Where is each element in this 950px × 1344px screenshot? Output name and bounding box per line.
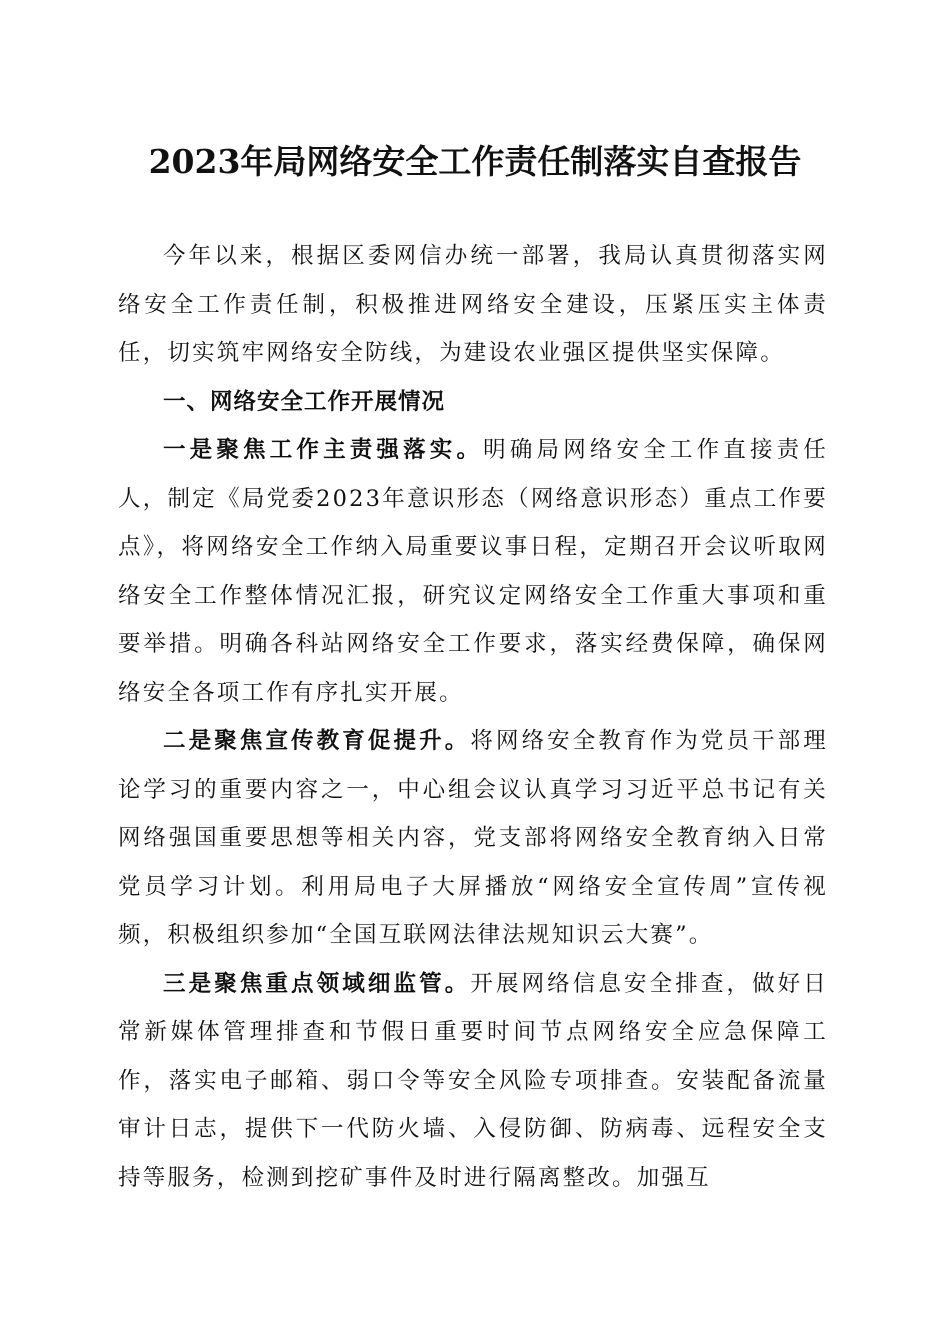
item-paragraph-1 bbox=[118, 426, 828, 717]
intro-paragraph: 今年以来，根据区委网信办统一部署，我局认真贯彻落实网络安全工作责任制，积极推进网络安全建设，压紧压实主体责任，切实筑牢网络安全防线，为建设农业强区提供坚实保障。 bbox=[118, 243, 828, 366]
item-lead-3: 三是聚焦重点领域细监管。 bbox=[163, 970, 471, 997]
section-heading: 一、网络安全工作开展情况 bbox=[163, 388, 446, 415]
item-lead-1: 一是聚焦工作主责强落实。 bbox=[163, 437, 484, 463]
item-text-3: 开展网络信息安全排查，做好日常新媒体管理排查和节假日重要时间节点网络安全应急保障工作，落实电子邮箱、弱口令等安全风险专项排查。安装配备流量审计日志，提供下一代防火墙、入侵防御、防病毒、远程安全支持等服务，检测到挖矿事件及时进行隔离整改。加强互 bbox=[118, 970, 828, 1191]
item-paragraph-2 bbox=[118, 717, 828, 960]
page-title: 2023年局网络安全工作责任制落实自查报告 bbox=[148, 142, 802, 181]
item-text-2: 将网络安全教育作为党员干部理论学习的重要内容之一，中心组会议认真学习习近平总书记有关网络强国重要思想等相关内容，党支部将网络安全教育纳入日常党员学习计划。利用局电子大屏播放“网络安全宣传周”宣传视频，积极组织参加“全国互联网法律法规知识云大赛”。 bbox=[118, 728, 828, 948]
item-paragraph-3 bbox=[118, 960, 828, 1203]
item-text-1: 明确局网络安全工作直接责任人，制定《局党委2023年意识形态（网络意识形态）重点工作要点》，将网络安全工作纳入局重要议事日程，定期召开会议听取网络安全工作整体情况汇报，研究议定网络安全工作重大事项和重要举措。明确各科站网络安全工作要求，落实经费保障，确保网络安全各项工作有序扎实开展。 bbox=[118, 437, 828, 706]
item-lead-2: 二是聚焦宣传教育促提升。 bbox=[163, 728, 471, 754]
document-body bbox=[118, 232, 828, 1202]
